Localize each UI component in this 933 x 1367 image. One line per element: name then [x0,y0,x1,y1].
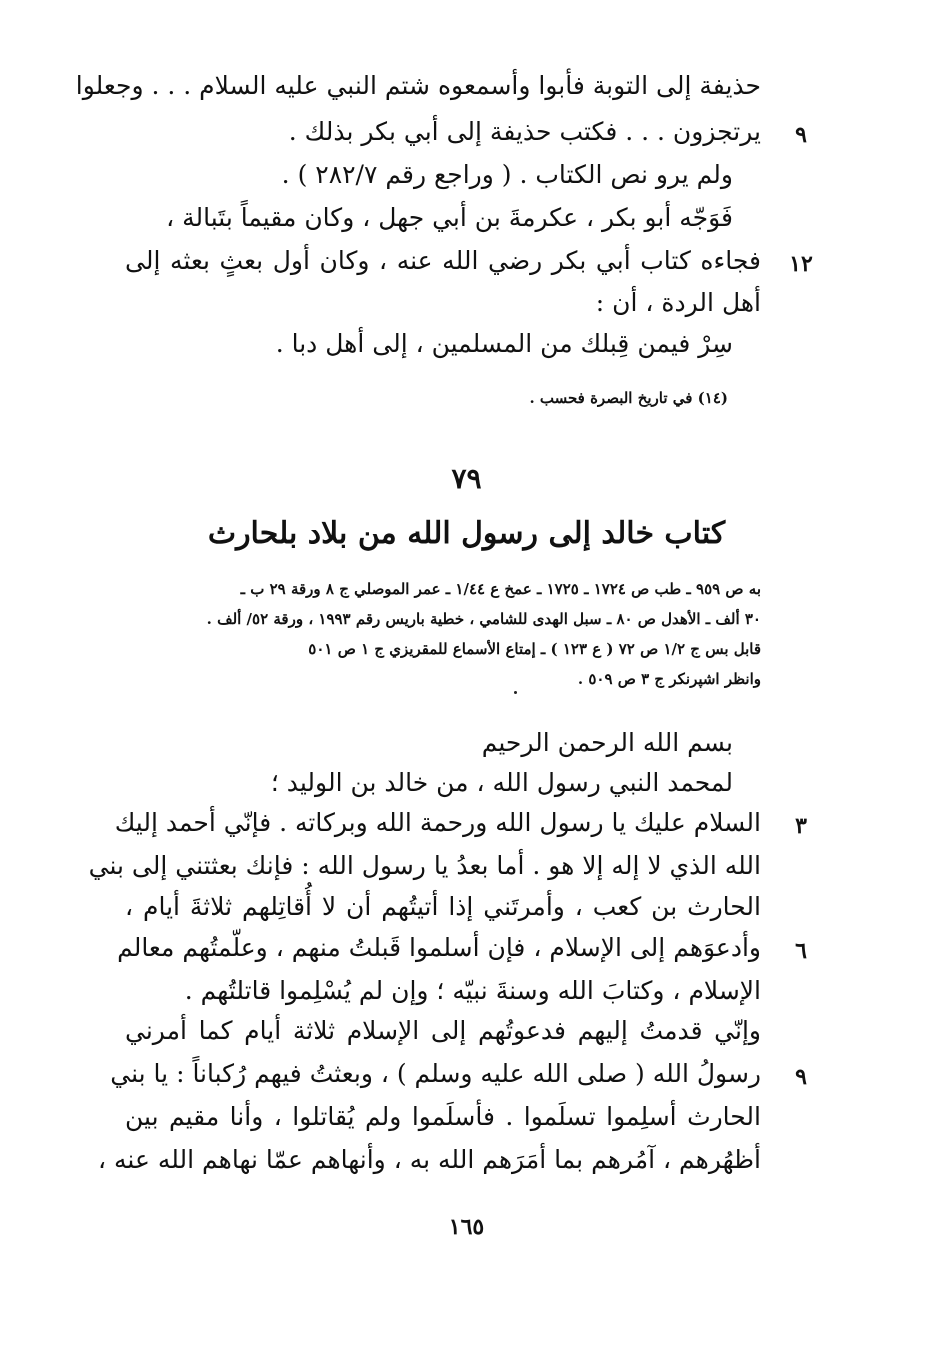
text-line: لمحمد النبي رسول الله ، من خالد بن الوليد ؛ [270,768,733,797]
text-line: وإنّي قدمتُ إليهم فدعوتُهم إلى الإسلام ثلاثة أيام كما أمرني [125,1016,761,1045]
section-number: ٧٩ [451,462,482,495]
text-line: أظهُرهم ، آمُرهم بما أمَرَهم الله به ، وأنهاهم عمّا نهاهم الله عنه ، [98,1145,761,1174]
line-number: ١٢ [789,251,813,277]
text-line: وأدعوَهم إلى الإسلام ، فإن أسلموا قَبلتُ منهم ، وعلّمتُهم معالم [117,933,761,962]
page-number: ١٦٥ [448,1214,485,1240]
source-reference: ٣٠ ألف ـ الأهدل ص ٨٠ ـ سبل الهدى للشامي ، خطية باريس رقم ١٩٩٣ ، ورقة ٥٢/ ألف . [206,610,761,628]
source-reference: به ص ٩٥٩ ـ طب ص ١٧٢٤ ـ ١٧٢٥ ـ عمخ ع ١/٤٤ ـ عمر الموصلي ج ٨ ورقة ٢٩ ب ـ [240,580,761,598]
text-line: الإسلام ، وكتابَ الله وسنةَ نبيّه ؛ وإن لم يُسْلِموا قاتلتُهم . [184,976,761,1005]
text-line: السلام عليك يا رسول الله ورحمة الله وبركاته . فإنّي أحمد إليك [114,808,761,837]
text-line: فَوَجّه أبو بكر ، عكرمةَ بن أبي جهل ، وكان مقيماً بتَبالة ، [166,203,733,232]
text-line: فجاءه كتاب أبي بكر رضي الله عنه ، وكان أول بعثٍ بعثه إلى [125,246,761,275]
line-number: ٦ [795,938,807,964]
text-line: أهل الردة ، أن : [595,288,761,317]
line-number: ٣ [795,813,807,839]
text-line: يرتجزون . . . فكتب حذيفة إلى أبي بكر بذلك . [288,117,761,146]
stray-dot [514,691,517,694]
footnote: (١٤) في تاريخ البصرة فحسب . [529,389,728,407]
text-line: رسولُ الله ( صلى الله عليه وسلم ) ، وبعثتُ فيهم رُكباناً : يا بني [110,1059,761,1088]
text-line: ولم يرو نص الكتاب . ( وراجع رقم ٢٨٢/٧ ) . [281,160,733,189]
text-line: الحارث أسلِموا تسلَموا . فأسلَموا ولم يُقاتلوا ، وأنا مقيم بين [125,1102,761,1131]
text-line: الله الذي لا إله إلا هو . أما بعدُ يا رسول الله : فإنك بعثتني إلى بني [88,851,761,880]
text-line: سِرْ فيمن قِبلك من المسلمين ، إلى أهل دبا . [275,329,733,358]
source-reference: قابل بس ج ١/٢ ص ٧٢ ( ع ١٢٣ ) ـ إمتاع الأسماع للمقريزي ج ١ ص ٥٠١ [308,640,761,658]
line-number: ٩ [795,122,807,148]
basmala: بسم الله الرحمن الرحيم [481,728,733,757]
line-number: ٩ [795,1064,807,1090]
text-line: الحارث بن كعب ، وأمرتَني إذا أتيتُهم أن لا أُقاتِلهم ثلاثةَ أيام ، [125,892,761,921]
source-reference: وانظر اشپرنكر ج ٣ ص ٥٠٩ . [577,670,761,688]
text-line: حذيفة إلى التوبة فأبوا وأسمعوه شتم النبي عليه السلام . . . وجعلوا [75,71,761,100]
section-title: كتاب خالد إلى رسول الله من بلاد بلحارث [207,516,726,551]
